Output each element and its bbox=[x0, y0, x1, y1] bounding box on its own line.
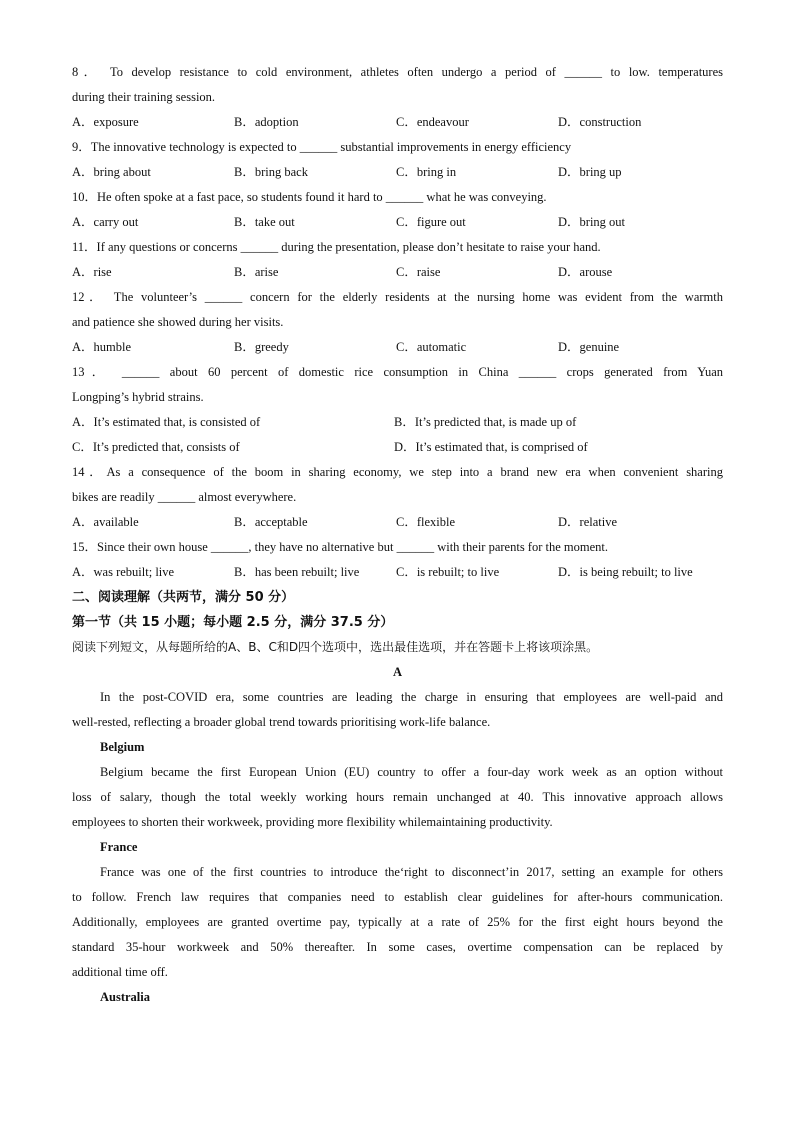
options-row bbox=[72, 110, 723, 135]
option-c: C．bring in bbox=[396, 165, 457, 179]
part-title: 第一节（共 15 小题；每小题 2.5 分，满分 37.5 分） bbox=[72, 615, 394, 630]
question-stem: 15．Since their own house ______, they have no alternative but ______ with their parents for the moment. bbox=[72, 540, 608, 554]
question-12 bbox=[72, 285, 723, 360]
question-stem: 13． ______ about 60 percent of domestic rice consumption in China ______ crops generated from Yuan bbox=[72, 365, 723, 379]
options-row bbox=[72, 510, 723, 535]
section-title: 二、阅读理解（共两节，满分 50 分） bbox=[72, 590, 295, 605]
question-stem: 9．The innovative technology is expected to ______ substantial improvements in energy efficiency bbox=[72, 140, 572, 154]
exam-page bbox=[72, 60, 723, 1010]
passage-intro bbox=[72, 685, 723, 735]
paragraph-line: Belgium became the first European Union (EU) country to offer a four-day work week as an option without bbox=[100, 765, 723, 779]
option-a: A．carry out bbox=[72, 215, 139, 229]
paragraph-line: to follow. French law requires that companies need to establish clear guidelines for after-hours communication. bbox=[72, 890, 723, 904]
question-stem: Longping’s hybrid strains. bbox=[72, 390, 204, 404]
question-15 bbox=[72, 535, 723, 585]
paragraph-belgium bbox=[72, 760, 723, 835]
option-a: A．It’s estimated that, is consisted of bbox=[72, 415, 261, 429]
paragraph-line: France was one of the first countries to introduce the‘right to disconnect’in 2017, setting an example for others bbox=[100, 865, 723, 879]
option-b: B．has been rebuilt; live bbox=[234, 565, 360, 579]
heading-france: France bbox=[100, 840, 138, 854]
option-d: D．genuine bbox=[558, 340, 620, 354]
paragraph-line: well-rested, reflecting a broader global trend towards prioritising work-life balance. bbox=[72, 715, 491, 729]
paragraph-line: standard 35-hour workweek and 50% thereafter. In some cases, overtime compensation can be replaced by bbox=[72, 940, 723, 954]
question-stem: 12． The volunteer’s ______ concern for the elderly residents at the nursing home was evident from the warmth bbox=[72, 290, 723, 304]
option-a: A．rise bbox=[72, 265, 112, 279]
option-c: C．automatic bbox=[396, 340, 467, 354]
option-a: A．available bbox=[72, 515, 139, 529]
question-stem: 10．He often spoke at a fast pace, so students found it hard to ______ what he was conveying. bbox=[72, 190, 547, 204]
option-c: C．raise bbox=[396, 265, 441, 279]
option-a: A．humble bbox=[72, 340, 132, 354]
question-10 bbox=[72, 185, 723, 235]
option-a: A．was rebuilt; live bbox=[72, 565, 175, 579]
option-c: C．flexible bbox=[396, 515, 456, 529]
option-b: B．greedy bbox=[234, 340, 289, 354]
option-d: D．construction bbox=[558, 115, 642, 129]
option-c: C．figure out bbox=[396, 215, 466, 229]
options-row bbox=[72, 560, 723, 585]
option-d: D．bring up bbox=[558, 165, 622, 179]
options-row bbox=[72, 160, 723, 185]
option-c: C．endeavour bbox=[396, 115, 469, 129]
option-d: D．bring out bbox=[558, 215, 626, 229]
question-14 bbox=[72, 460, 723, 535]
question-8 bbox=[72, 60, 723, 135]
options-row bbox=[72, 435, 723, 460]
option-b: B．bring back bbox=[234, 165, 308, 179]
heading-belgium: Belgium bbox=[100, 740, 145, 754]
instruction-text: 阅读下列短文，从每题所给的A、B、C和D四个选项中，选出最佳选项，并在答题卡上将该项涂黑。 bbox=[72, 640, 599, 654]
options-row bbox=[72, 260, 723, 285]
option-b: B．arise bbox=[234, 265, 279, 279]
paragraph-line: additional time off. bbox=[72, 965, 168, 979]
options-row bbox=[72, 410, 723, 435]
passage-label: A bbox=[392, 665, 403, 679]
option-a: A．exposure bbox=[72, 115, 139, 129]
heading-australia: Australia bbox=[100, 990, 150, 1004]
option-d: D．It’s estimated that, is comprised of bbox=[394, 440, 588, 454]
paragraph-line: In the post-COVID era, some countries are leading the charge in ensuring that employees are well-paid and bbox=[100, 690, 723, 704]
paragraph-line: employees to shorten their workweek, providing more flexibility whilemaintaining productivity. bbox=[72, 815, 553, 829]
option-b: B．take out bbox=[234, 215, 295, 229]
question-stem: 11．If any questions or concerns ______ during the presentation, please don’t hesitate to raise your hand. bbox=[72, 240, 601, 254]
question-stem: during their training session. bbox=[72, 90, 216, 104]
option-b: B．It’s predicted that, is made up of bbox=[394, 415, 577, 429]
option-c: C．It’s predicted that, consists of bbox=[72, 440, 240, 454]
option-b: B．adoption bbox=[234, 115, 299, 129]
option-a: A．bring about bbox=[72, 165, 151, 179]
question-stem: 8． To develop resistance to cold environment, athletes often undergo a period of ______ to low. temperatures bbox=[72, 65, 723, 79]
option-d: D．is being rebuilt; to live bbox=[558, 565, 693, 579]
option-b: B．acceptable bbox=[234, 515, 308, 529]
option-d: D．relative bbox=[558, 515, 618, 529]
option-c: C．is rebuilt; to live bbox=[396, 565, 500, 579]
question-9 bbox=[72, 135, 723, 185]
options-row bbox=[72, 210, 723, 235]
options-row bbox=[72, 335, 723, 360]
question-stem: 14．As a consequence of the boom in sharing economy, we step into a brand new era when convenient sharing bbox=[72, 465, 723, 479]
paragraph-line: loss of salary, though the total weekly working hours remain unchanged at 40. This innovative approach allows bbox=[72, 790, 723, 804]
paragraph-line: Additionally, employees are granted overtime pay, typically at a rate of 25% for the first eight hours beyond the bbox=[72, 915, 723, 929]
question-13 bbox=[72, 360, 723, 460]
question-11 bbox=[72, 235, 723, 285]
question-stem: bikes are readily ______ almost everywhere. bbox=[72, 490, 297, 504]
option-d: D．arouse bbox=[558, 265, 613, 279]
question-stem: and patience she showed during her visits. bbox=[72, 315, 284, 329]
paragraph-france bbox=[72, 860, 723, 985]
